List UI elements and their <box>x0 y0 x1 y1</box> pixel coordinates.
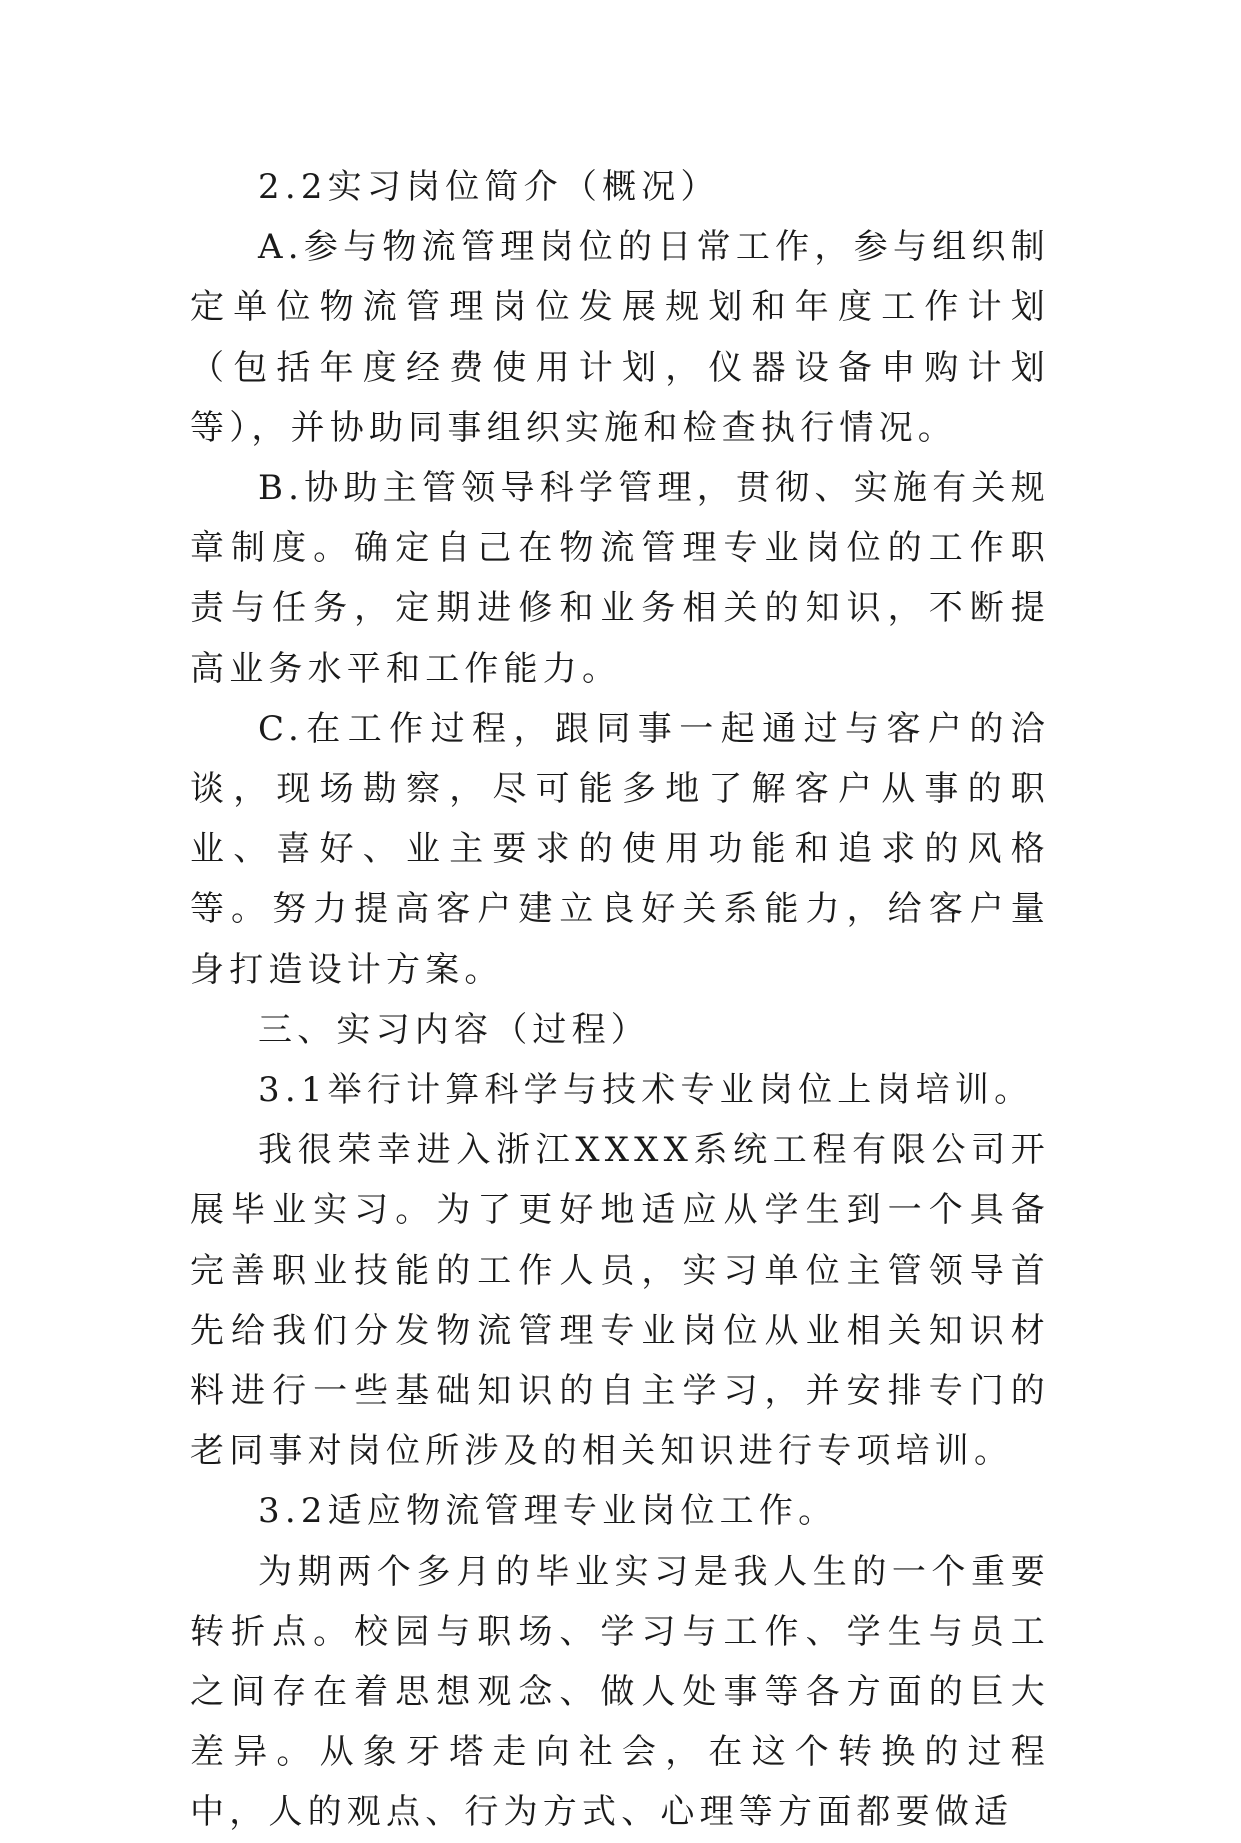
paragraph-adaptation: 为期两个多月的毕业实习是我人生的一个重要转折点。校园与职场、学习与工作、学生与员工之间存在着思想观念、做人处事等各方面的巨大差异。从象牙塔走向社会，在这个转换的过程中，人的观点、行为方式、心理等方面都要做适 <box>190 1551 1050 1833</box>
paragraph-training: 我很荣幸进入浙江XXXX系统工程有限公司开展毕业实习。为了更好地适应从学生到一个具备完善职业技能的工作人员，实习单位主管领导首先给我们分发物流管理专业岗位从业相关知识材料进行一些基础知识的自主学习，并安排专门的老同事对岗位所涉及的相关知识进行专项培训。 <box>190 1130 1050 1472</box>
paragraph-c: C.在工作过程，跟同事一起通过与客户的洽谈，现场勘察，尽可能多地了解客户从事的职业、喜好、业主要求的使用功能和追求的风格等。努力提高客户建立良好关系能力，给客户量身打造设计方案。 <box>190 708 1050 990</box>
section-heading-3: 三、实习内容（过程） <box>258 1009 650 1050</box>
document-body <box>190 157 1050 1843</box>
paragraph-b: B.协助主管领导科学管理，贯彻、实施有关规章制度。确定自己在物流管理专业岗位的工作职责与任务，定期进修和业务相关的知识，不断提高业务水平和工作能力。 <box>190 468 1050 689</box>
heading-3-1: 3.1举行计算科学与技术专业岗位上岗培训。 <box>258 1070 1034 1111</box>
heading-3-2: 3.2适应物流管理专业岗位工作。 <box>258 1491 838 1532</box>
paragraph-a: A.参与物流管理岗位的日常工作，参与组织制定单位物流管理岗位发展规划和年度工作计划（包括年度经费使用计划，仪器设备申购计划等），并协助同事组织实施和检查执行情况。 <box>190 227 1050 448</box>
heading-2-2: 2.2实习岗位简介（概况） <box>258 167 720 207</box>
